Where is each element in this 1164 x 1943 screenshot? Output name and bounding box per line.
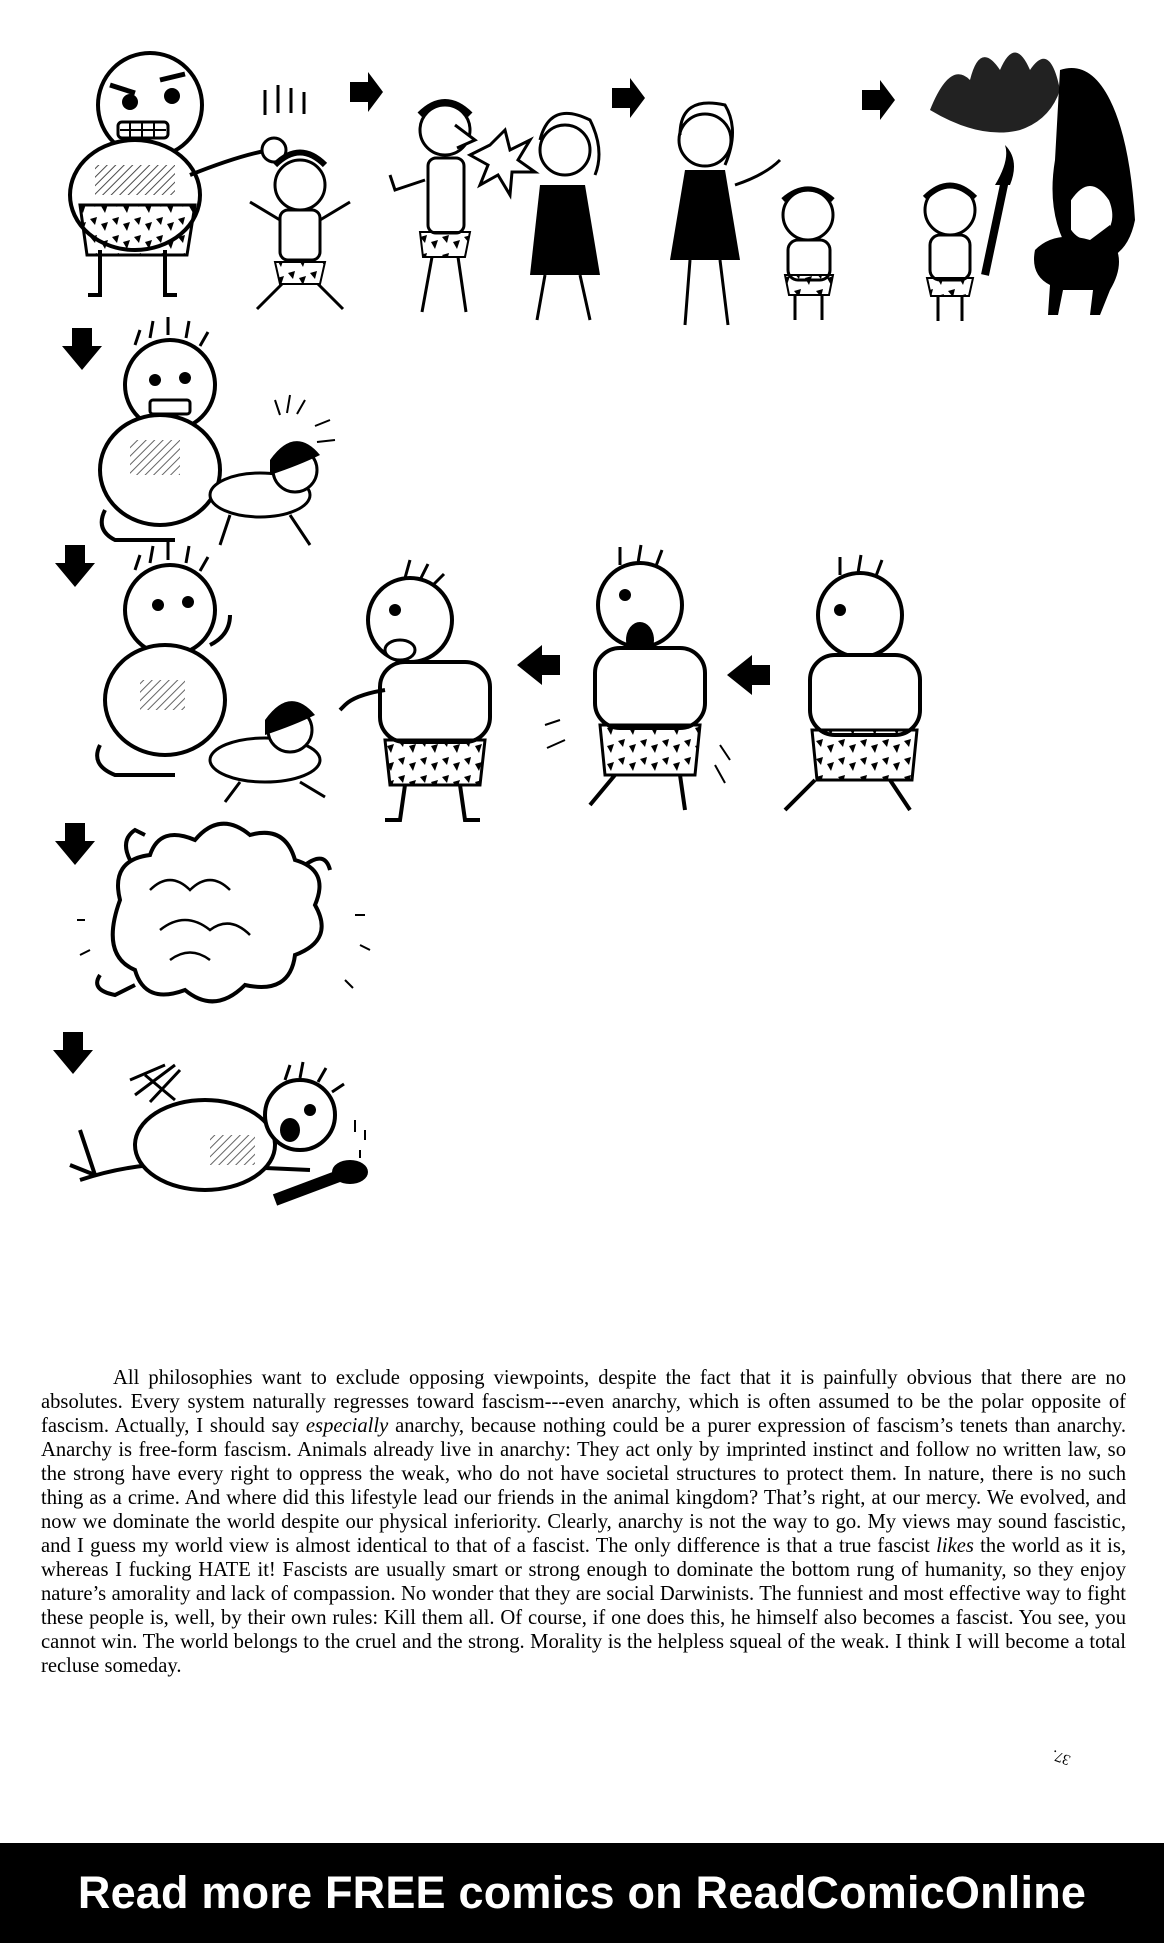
watching-caveman-pointing bbox=[340, 560, 490, 820]
arrow-right-icon bbox=[612, 78, 645, 118]
panel-1-caveman-punch bbox=[70, 53, 350, 309]
essay-emphasis-likes: likes bbox=[936, 1535, 974, 1557]
promo-banner-text[interactable]: Read more FREE comics on ReadComicOnline bbox=[77, 1867, 1087, 1918]
arrow-down-icon bbox=[55, 545, 95, 587]
arrow-down-icon bbox=[62, 328, 102, 370]
panel-5-caveman-assault bbox=[100, 317, 335, 545]
essay-text-part-3: the world as it is, whereas I fucking HATE it! Fascists are usually smart or strong enough to dominate the bottom rung of humanity, so they enjoy nature’s amorality and lack of compassion. No wonder that they are social Darwinists. The funniest and most effective way to fight these people is, well, by their own rules: Kill them all. Of course, if one does this, he himself also becomes a fascist. You see, you cannot win. The world belongs to the cruel and the strong. Morality is the helpless squeal of the weak. I think I will become a total recluse someday. bbox=[41, 1535, 1126, 1677]
arrow-down-icon bbox=[55, 823, 95, 865]
panel-3-woman-slaps-child bbox=[670, 103, 833, 325]
essay-paragraph bbox=[41, 1366, 1126, 1678]
panel-4-child-burns-dog bbox=[925, 53, 1135, 322]
arrow-right-icon bbox=[350, 72, 383, 112]
promo-banner[interactable] bbox=[0, 1843, 1164, 1943]
essay-text-part-2: anarchy, because nothing could be a purer expression of fascism’s tenets than anarchy. Anarchy is free-form fascism. Animals already live in anarchy: They act only by imprinted instinct and follow no written law, so the strong have every right to oppress the weak, who do not have societal structures to protect them. In nature, there is no such thing as a crime. And where did this lifestyle lead our friends in the animal kingdom? That’s right, at our mercy. We evolved, and now we dominate the world despite our physical inferiority. Clearly, anarchy is not the way to go. My views may sound fascistic, and I guess my world view is almost identical to that of a fascist. The only difference is that a true fascist bbox=[41, 1415, 1126, 1557]
panel-2-man-hits-woman bbox=[390, 103, 600, 321]
arrow-down-icon bbox=[53, 1032, 93, 1074]
arrow-right-icon bbox=[862, 80, 895, 120]
page-number: 37. bbox=[1049, 1746, 1073, 1768]
arrow-left-icon bbox=[727, 655, 770, 695]
essay-text-part-1: All philosophies want to exclude opposing viewpoints, despite the fact that it is painfully obvious that there are no absolutes. Every system naturally regresses toward fascism---even anarchy, which is often assumed to be the polar opposite of fascism. Actually, I should say bbox=[41, 1367, 1126, 1437]
arrow-left-icon bbox=[517, 645, 560, 685]
panel-7-fight-cloud bbox=[77, 824, 370, 1002]
panel-6-caveman-assault bbox=[97, 542, 325, 802]
panel-8-aftermath bbox=[70, 1062, 368, 1200]
watching-caveman-approaching bbox=[785, 555, 920, 810]
watching-caveman-laughing bbox=[545, 545, 730, 810]
essay-emphasis-especially: especially bbox=[305, 1415, 389, 1437]
